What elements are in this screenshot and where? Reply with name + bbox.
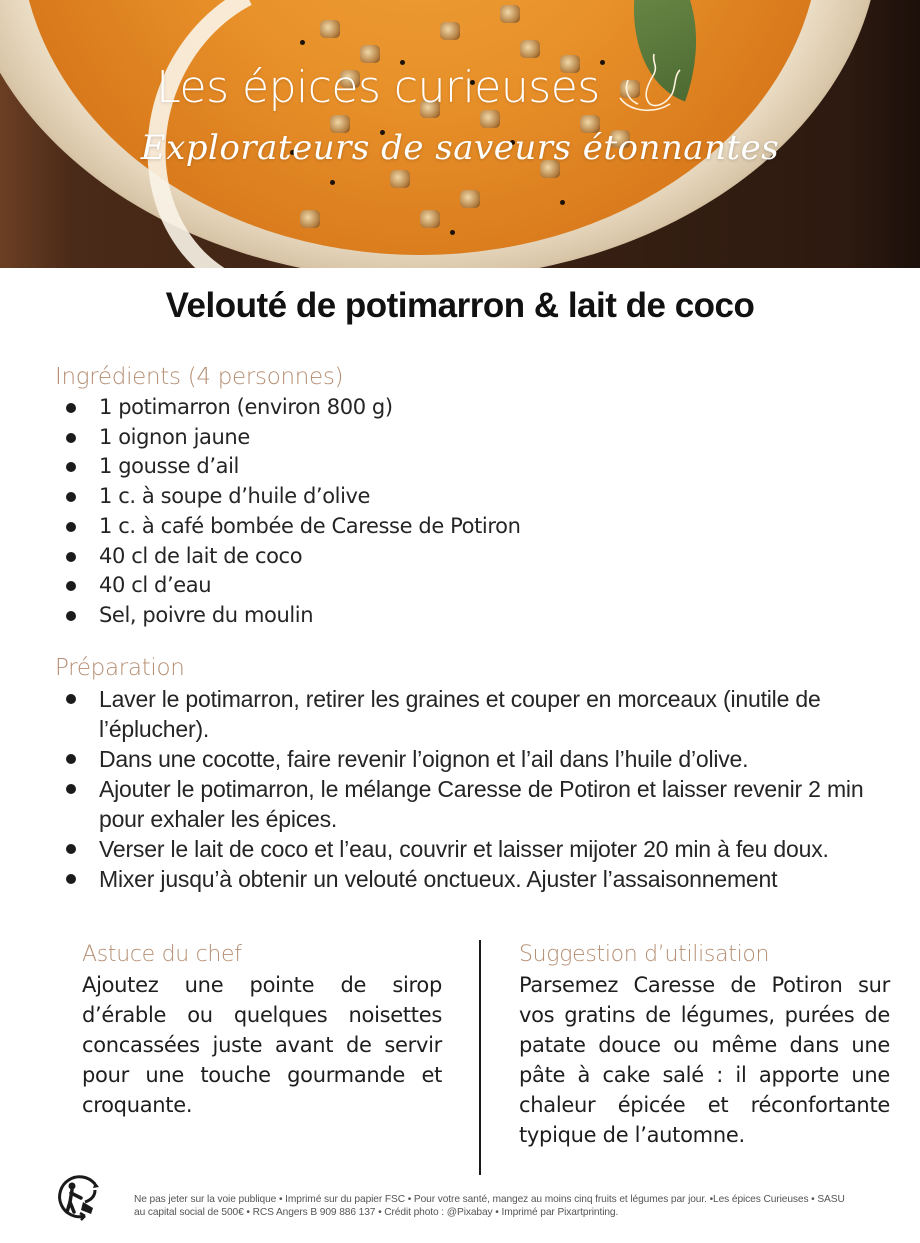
brand-name: Les épices curieuses	[0, 52, 920, 128]
ingredient-item: Sel, poivre du moulin	[55, 601, 855, 631]
header-banner	[0, 0, 920, 268]
column-divider	[479, 940, 481, 1175]
ingredient-item: 40 cl d’eau	[55, 571, 855, 601]
ingredient-item: 40 cl de lait de coco	[55, 542, 855, 572]
usage-suggestion-heading: Suggestion d’utilisation	[519, 942, 770, 967]
preparation-heading: Préparation	[55, 655, 185, 681]
ingredients-list	[55, 393, 855, 631]
footer-legal-text	[134, 1193, 914, 1219]
triman-recycling-icon	[55, 1172, 105, 1222]
footer-line-1: Ne pas jeter sur la voie publique • Imprimé sur du papier FSC • Pour votre santé, mangez au moins cinq fruits et légumes par jour. •Les épices Curieuses • SASU	[134, 1194, 845, 1205]
ingredient-item: 1 potimarron (environ 800 g)	[55, 393, 855, 423]
preparation-step: Mixer jusqu’à obtenir un velouté onctueux. Ajuster l’assaisonnement	[55, 864, 885, 894]
preparation-step: Verser le lait de coco et l’eau, couvrir et laisser mijoter 20 min à feu doux.	[55, 834, 885, 864]
ingredient-item: 1 gousse d’ail	[55, 452, 855, 482]
chef-tip-heading: Astuce du chef	[82, 942, 242, 967]
preparation-step: Laver le potimarron, retirer les graines et couper en morceaux (inutile de l’éplucher).	[55, 684, 885, 744]
usage-suggestion-box	[519, 940, 890, 1150]
preparation-step: Ajouter le potimarron, le mélange Caresse de Potiron et laisser revenir 2 min pour exhaler les épices.	[55, 774, 885, 834]
usage-suggestion-text: Parsemez Caresse de Potiron sur vos gratins de légumes, purées de patate douce ou même dans une pâte à cake salé : il apporte une chaleur épicée et réconfortante typique de l’automne.	[519, 973, 890, 1147]
brand-tagline: Explorateurs de saveurs étonnantes	[140, 128, 780, 168]
preparation-steps	[55, 684, 885, 894]
preparation-step: Dans une cocotte, faire revenir l’oignon et l’ail dans l’huile d’olive.	[55, 744, 885, 774]
chef-tip-text: Ajoutez une pointe de sirop d’érable ou quelques noisettes concassées juste avant de servir pour une touche gourmande et croquante.	[82, 973, 442, 1117]
footer-line-2: au capital social de 500€ • RCS Angers B 909 886 137 • Crédit photo : @Pixabay • Imprimé par Pixartprinting.	[134, 1207, 619, 1218]
ingredient-item: 1 c. à café bombée de Caresse de Potiron	[55, 512, 855, 542]
recipe-title: Velouté de potimarron & lait de coco	[165, 286, 755, 325]
chef-tip-box	[82, 940, 442, 1120]
ingredient-item: 1 c. à soupe d’huile d’olive	[55, 482, 855, 512]
ingredients-heading: Ingrédients (4 personnes)	[55, 364, 344, 390]
ingredient-item: 1 oignon jaune	[55, 423, 855, 453]
chili-pepper-icon	[614, 52, 684, 128]
